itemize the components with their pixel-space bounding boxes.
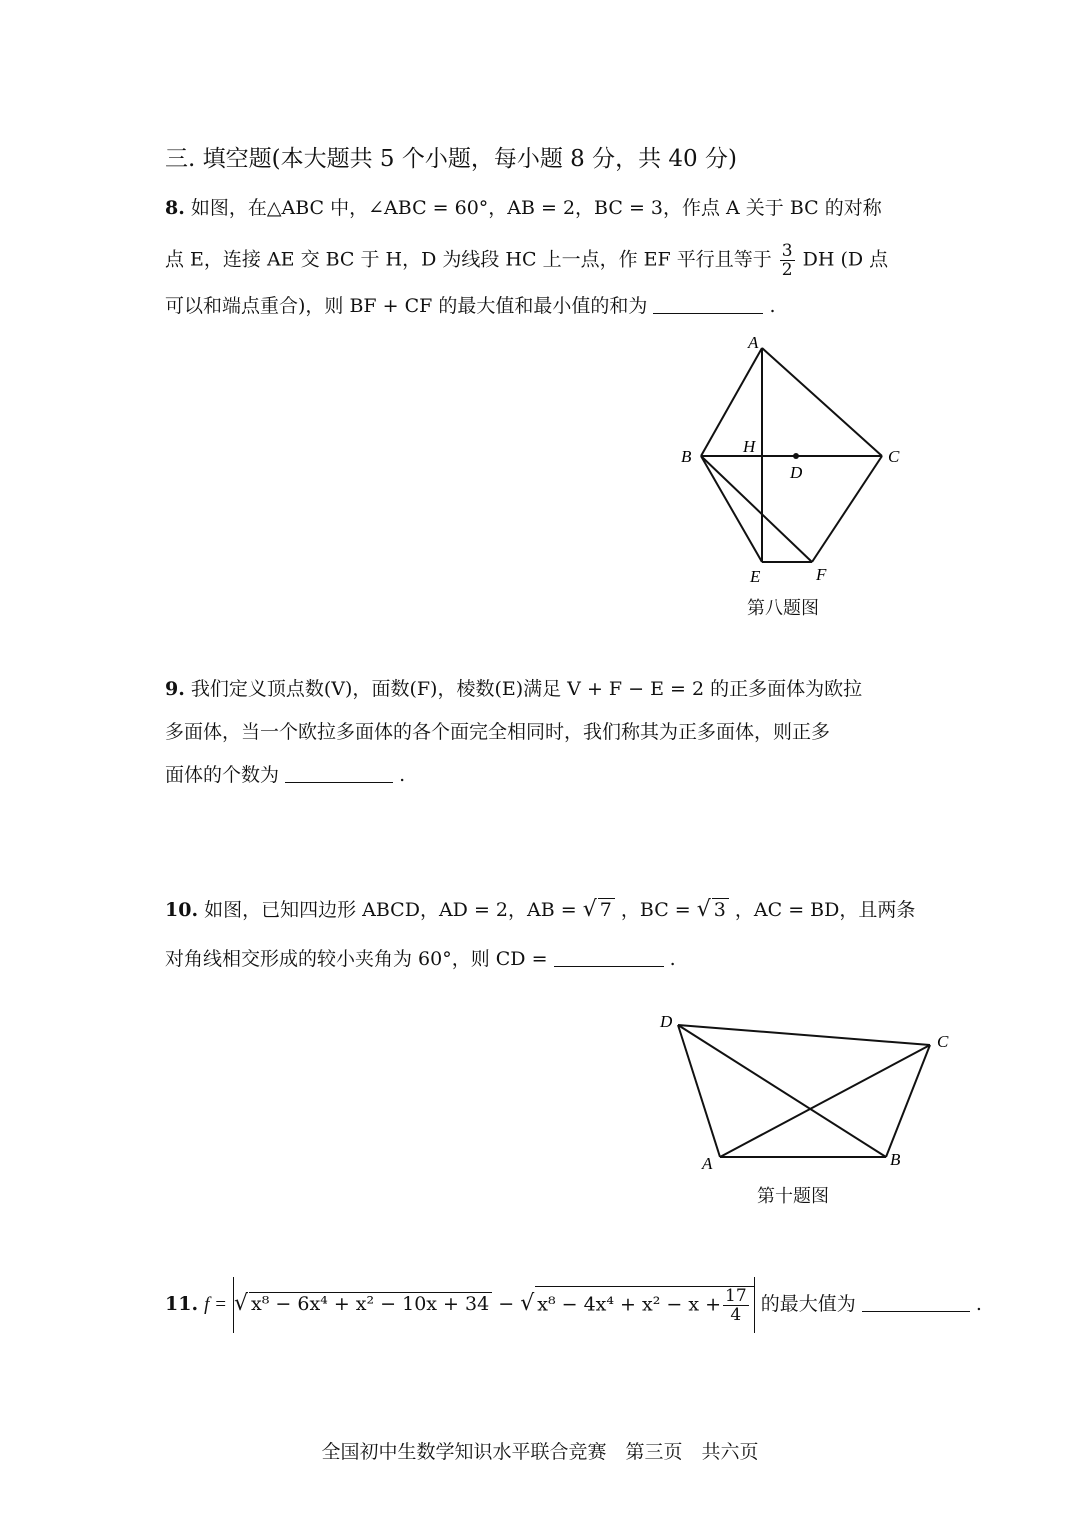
q8-frac-num: 3 bbox=[781, 241, 793, 261]
fig10-diag-db bbox=[678, 1025, 886, 1157]
q11-f-eq: f = bbox=[204, 1294, 227, 1315]
q9-line3 bbox=[165, 761, 405, 789]
fig8-edge-ac bbox=[762, 348, 882, 456]
q9-line1 bbox=[165, 675, 862, 703]
q11-end: . bbox=[975, 1293, 982, 1315]
q11-frac-num: 17 bbox=[725, 1285, 747, 1306]
q9-text-line1: 我们定义顶点数(V)，面数(F)，棱数(E)满足 V + F − E = 2 的正多面体为欧拉 bbox=[190, 678, 863, 700]
q11-radical-2: √ bbox=[520, 1291, 535, 1316]
q8-text-line1: 如图，在△ABC 中，∠ABC = 60°，AB = 2，BC = 3，作点 A 关于 BC 的对称 bbox=[190, 197, 882, 219]
q9-text-line2: 多面体，当一个欧拉多面体的各个面完全相同时，我们称其为正多面体，则正多 bbox=[165, 721, 831, 743]
q11-radical-1: √ bbox=[234, 1291, 249, 1316]
q10-text-line1b: ，BC = bbox=[620, 899, 691, 921]
fig10-label-b: B bbox=[890, 1150, 901, 1169]
fig8-label-b: B bbox=[681, 447, 692, 466]
fig10-edge-bc bbox=[886, 1045, 930, 1157]
fig8-caption: 第八题图 bbox=[747, 598, 819, 619]
q10-sqrt3: 3 bbox=[712, 898, 729, 921]
q11-tail: 的最大值为 bbox=[760, 1293, 856, 1315]
q8-text-line2b: DH (D 点 bbox=[802, 248, 889, 271]
page-footer: 全国初中生数学知识水平联合竞赛 第三页 共六页 bbox=[321, 1441, 759, 1463]
q9-line2 bbox=[165, 718, 830, 746]
q8-line2 bbox=[165, 242, 888, 279]
q9-answer-blank[interactable] bbox=[285, 764, 393, 783]
q9-end: . bbox=[399, 764, 406, 786]
q8-frac-den: 2 bbox=[781, 260, 793, 280]
q11-frac-den: 4 bbox=[730, 1304, 742, 1325]
fig10-label-c: C bbox=[937, 1032, 949, 1051]
fig10-label-a: A bbox=[702, 1154, 713, 1173]
q8-fraction bbox=[780, 242, 795, 279]
q10-radical-sign: √ bbox=[582, 897, 597, 922]
q8-line3 bbox=[165, 292, 776, 320]
q9-text-line3: 面体的个数为 bbox=[165, 764, 280, 786]
q10-sqrt7: 7 bbox=[598, 898, 615, 921]
fig8-label-d: D bbox=[790, 463, 803, 482]
fig8-label-f: F bbox=[816, 565, 827, 584]
q11-answer-blank[interactable] bbox=[862, 1293, 970, 1312]
q10-radical-sign-2: √ bbox=[696, 897, 711, 922]
q11-fraction bbox=[723, 1287, 749, 1324]
section-title: 三. 填空题(本大题共 5 个小题，每小题 8 分，共 40 分) bbox=[165, 146, 737, 172]
fig8-edge-be bbox=[701, 456, 762, 562]
fig8-label-c: C bbox=[888, 447, 900, 466]
q8-end: . bbox=[769, 295, 776, 317]
fig8-label-h: H bbox=[743, 437, 756, 456]
fig10-diag-ac bbox=[720, 1045, 930, 1157]
q10-answer-blank[interactable] bbox=[554, 948, 664, 967]
q11-line bbox=[165, 1276, 982, 1333]
q10-line1 bbox=[165, 896, 915, 924]
fig8-label-a: A bbox=[748, 333, 759, 352]
q11-abs-right bbox=[754, 1277, 755, 1333]
q10-number: 10. bbox=[165, 899, 199, 921]
fig10-label-d: D bbox=[660, 1012, 673, 1031]
q11-number: 11. bbox=[165, 1293, 199, 1315]
q10-text-line2: 对角线相交形成的较小夹角为 60°，则 CD = bbox=[165, 948, 548, 970]
figure-8 bbox=[670, 330, 920, 590]
fig10-caption: 第十题图 bbox=[757, 1186, 829, 1207]
q8-text-line3: 可以和端点重合)，则 BF + CF 的最大值和最小值的和为 bbox=[165, 295, 648, 317]
q8-text-line2a: 点 E，连接 AE 交 BC 于 H，D 为线段 HC 上一点，作 EF 平行且等于 bbox=[165, 248, 772, 271]
q8-line1 bbox=[165, 194, 882, 222]
figure-10 bbox=[650, 1005, 960, 1175]
fig8-edge-cf bbox=[812, 456, 882, 562]
q11-root2-text: x⁸ − 4x⁴ + x² − x + bbox=[537, 1293, 722, 1315]
q10-text-line1a: 如图，已知四边形 ABCD，AD = 2，AB = bbox=[204, 899, 577, 921]
q11-root2 bbox=[535, 1286, 753, 1324]
q11-minus: − bbox=[498, 1293, 515, 1315]
q8-answer-blank[interactable] bbox=[653, 295, 763, 314]
q10-line2 bbox=[165, 945, 676, 973]
fig10-edge-da bbox=[678, 1025, 720, 1157]
q11-root1: x⁸ − 6x⁴ + x² − 10x + 34 bbox=[249, 1292, 492, 1315]
q10-end: . bbox=[669, 948, 676, 970]
q10-text-line1c: ，AC = BD，且两条 bbox=[734, 899, 916, 921]
fig8-label-e: E bbox=[750, 567, 761, 586]
fig8-point-d bbox=[793, 453, 799, 459]
q9-number: 9. bbox=[165, 678, 185, 700]
fig10-edge-dc bbox=[678, 1025, 930, 1045]
q8-number: 8. bbox=[165, 197, 185, 219]
